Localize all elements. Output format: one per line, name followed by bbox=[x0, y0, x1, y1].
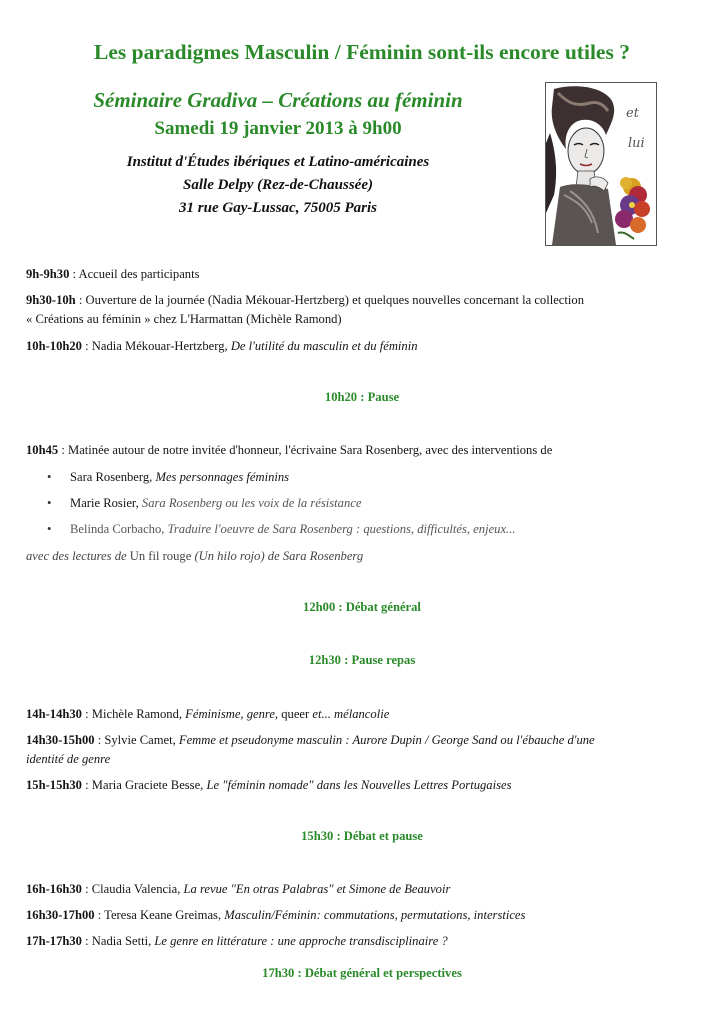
cover-illustration bbox=[545, 82, 657, 246]
talk-title: Mes personnages féminins bbox=[155, 470, 290, 484]
item-text: : Ouverture de la journée (Nadia Mékouar-Hertzberg) et quelques nouvelles concernant la collection bbox=[75, 293, 584, 307]
handwritten-et: et bbox=[626, 106, 639, 121]
speaker: : Claudia Valencia, bbox=[81, 882, 184, 896]
program-item-morning bbox=[26, 442, 552, 459]
seminar-title: Séminaire Gradiva – Créations au féminin bbox=[93, 88, 463, 112]
program-item-talk-3 bbox=[26, 732, 595, 749]
time-label: 14h-14h30 bbox=[26, 707, 82, 721]
event-date: Samedi 19 janvier 2013 à 9h00 bbox=[154, 118, 402, 139]
talk-title: Le "féminin nomade" dans les Nouvelles Lettres Portugaises bbox=[206, 778, 512, 792]
page-title: Les paradigmes Masculin / Féminin sont-ils encore utiles ? bbox=[94, 40, 630, 64]
readings-intro: avec des lectures de bbox=[26, 549, 130, 563]
program-item-talk-1 bbox=[26, 338, 418, 355]
item-text: « Créations au féminin » chez L'Harmattan (Michèle Ramond) bbox=[26, 312, 342, 326]
time-label: 10h45 bbox=[26, 443, 59, 457]
intervention-item bbox=[70, 496, 361, 511]
program-item-talk-2 bbox=[26, 706, 389, 723]
item-text: : Matinée autour de notre invitée d'honneur, l'écrivaine Sara Rosenberg, avec des interventions de bbox=[58, 443, 553, 457]
program-item-talk-3-cont bbox=[26, 751, 110, 768]
time-label: 15h-15h30 bbox=[26, 778, 82, 792]
intervention-item bbox=[70, 522, 516, 537]
speaker: : Sylvie Camet, bbox=[94, 733, 179, 747]
bullet-icon: • bbox=[47, 522, 52, 536]
book-title: Un fil rouge bbox=[129, 549, 195, 563]
talk-title: Féminisme, genre, bbox=[185, 707, 282, 721]
program-item-welcome bbox=[26, 266, 200, 283]
talk-title: Le genre en littérature : une approche transdisciplinaire ? bbox=[154, 934, 448, 948]
readings-rest: (Un hilo rojo) de Sara Rosenberg bbox=[194, 549, 364, 563]
venue-institute: Institut d'Études ibériques et Latino-américaines bbox=[126, 154, 430, 170]
speaker: Marie Rosier, bbox=[70, 496, 142, 510]
talk-title: Femme et pseudonyme masculin : Aurore Dupin / George Sand ou l'ébauche d'une bbox=[178, 733, 595, 747]
talk-title: Traduire l'oeuvre de Sara Rosenberg : questions, difficultés, enjeux... bbox=[167, 522, 516, 536]
time-label: 14h30-15h00 bbox=[26, 733, 95, 747]
break-debate: 12h00 : Débat général bbox=[303, 600, 421, 614]
time-label: 16h30-17h00 bbox=[26, 908, 95, 922]
venue-address: 31 rue Gay-Lussac, 75005 Paris bbox=[179, 200, 377, 216]
talk-title: La revue "En otras Palabras" et Simone de Beauvoir bbox=[183, 882, 451, 896]
speaker: : Teresa Keane Greimas, bbox=[94, 908, 225, 922]
time-label: 9h-9h30 bbox=[26, 267, 70, 281]
speaker: : Nadia Setti, bbox=[81, 934, 155, 948]
venue-room: Salle Delpy (Rez-de-Chaussée) bbox=[183, 177, 373, 193]
talk-title: Sara Rosenberg ou les voix de la résistance bbox=[141, 496, 362, 510]
handwritten-lui: lui bbox=[628, 136, 645, 151]
speaker: Sara Rosenberg, bbox=[70, 470, 156, 484]
bullet-icon: • bbox=[47, 496, 52, 510]
talk-title: De l'utilité du masculin et du féminin bbox=[230, 339, 418, 353]
program-item-opening-cont bbox=[26, 311, 342, 328]
program-item-talk-6 bbox=[26, 907, 525, 924]
bullet-icon: • bbox=[47, 470, 52, 484]
speaker: : Nadia Mékouar-Hertzberg, bbox=[81, 339, 231, 353]
talk-title-queer: queer bbox=[281, 707, 310, 721]
time-label: 16h-16h30 bbox=[26, 882, 82, 896]
speaker: Belinda Corbacho, bbox=[70, 522, 168, 536]
program-item-talk-5 bbox=[26, 881, 450, 898]
woman-portrait-drawing bbox=[546, 83, 656, 245]
break-lunch: 12h30 : Pause repas bbox=[308, 653, 416, 667]
readings-note bbox=[26, 548, 363, 565]
break-final-debate: 17h30 : Débat général et perspectives bbox=[262, 966, 462, 980]
program-item-talk-4 bbox=[26, 777, 511, 794]
talk-title: identité de genre bbox=[26, 752, 111, 766]
time-label: 9h30-10h bbox=[26, 293, 76, 307]
program-item-talk-7 bbox=[26, 933, 448, 950]
intervention-item bbox=[70, 470, 289, 485]
time-label: 10h-10h20 bbox=[26, 339, 82, 353]
break-debate-pause: 15h30 : Débat et pause bbox=[301, 829, 423, 843]
talk-title: Masculin/Féminin: commutations, permutations, interstices bbox=[224, 908, 526, 922]
speaker: : Michèle Ramond, bbox=[81, 707, 186, 721]
speaker: : Maria Graciete Besse, bbox=[81, 778, 207, 792]
break-pause: 10h20 : Pause bbox=[324, 390, 400, 404]
talk-title-end: et... mélancolie bbox=[309, 707, 390, 721]
item-text: : Accueil des participants bbox=[69, 267, 200, 281]
time-label: 17h-17h30 bbox=[26, 934, 82, 948]
program-item-opening bbox=[26, 292, 584, 309]
